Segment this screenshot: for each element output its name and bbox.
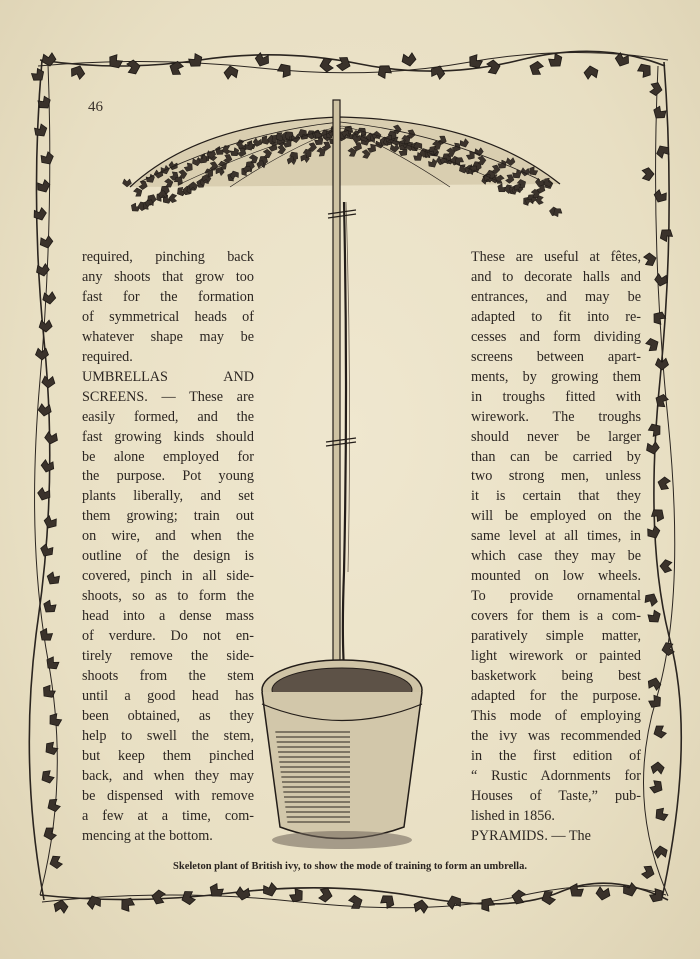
text-line: ments, by growing them (471, 368, 641, 385)
text-line: entrances, and may be (471, 288, 641, 305)
text-line: them growing; train out (82, 508, 254, 525)
text-line: This mode of employing (471, 707, 641, 724)
text-line: paratively simple matter, (471, 628, 641, 645)
text-line: SCREENS. — These are (82, 388, 254, 405)
text-line: but keep them pinched (82, 747, 254, 764)
text-line: of symmetrical heads of (82, 308, 254, 325)
text-line: until a good head has (82, 687, 254, 704)
text-line: tirely remove the side- (82, 648, 254, 665)
text-line: shoots from the stem (82, 668, 254, 685)
text-line: back, and when they may (82, 767, 254, 784)
right-text-column (471, 248, 641, 847)
text-line: outline of the design is (82, 548, 254, 565)
text-line: same level at all times, in (471, 528, 641, 545)
text-line: should never be larger (471, 428, 641, 445)
text-line: These are useful at fêtes, (471, 249, 641, 265)
text-line: fast for the formation (82, 288, 254, 305)
text-line: head into a dense mass (82, 608, 254, 625)
text-line: required, pinching back (82, 249, 254, 265)
text-line: shoots, so as to form the (82, 588, 254, 605)
text-line: be alone employed for (82, 448, 254, 465)
text-line: than can be carried by (471, 448, 641, 465)
text-line: required. (82, 348, 133, 365)
text-line: help to swell the stem, (82, 727, 254, 744)
left-text-column (82, 248, 254, 847)
flower-pot (262, 660, 422, 849)
text-line: easily formed, and the (82, 408, 254, 425)
text-line: plants liberally, and set (82, 488, 254, 505)
text-line: lished in 1856. (471, 807, 555, 824)
text-line: two strong men, unless (471, 468, 641, 485)
figure-caption: Skeleton plant of British ivy, to show the mode of training to form an umbrella. (173, 861, 527, 872)
text-line: whatever shape may be (82, 328, 254, 345)
text-line: cesses and form dividing (471, 328, 641, 345)
text-line: a few at a time, com- (82, 807, 254, 824)
text-line: adapted to fit into re- (471, 308, 641, 325)
text-line: the ivy was recommended (471, 727, 641, 744)
text-line: of verdure. Do not en- (82, 628, 254, 645)
text-line: will be employed on the (471, 508, 641, 525)
text-line: any shoots that grow too (82, 268, 254, 285)
text-line: it is certain that they (471, 488, 641, 505)
text-line: screens between apart- (471, 348, 641, 365)
text-line: covered, pinch in all side- (82, 568, 254, 585)
text-line: mounted on low wheels. (471, 568, 641, 585)
text-line: covers for them is a com- (471, 608, 641, 625)
text-line: light wirework or painted (471, 648, 641, 665)
text-line: which case they may be (471, 548, 641, 565)
text-line: the purpose. Pot young (82, 468, 254, 485)
text-line: wirework. The troughs (471, 408, 641, 425)
text-line: fast growing kinds should (82, 428, 254, 445)
text-line: in the first edition of (471, 747, 641, 764)
text-line: Houses of Taste,” pub- (471, 787, 641, 804)
text-line: adapted for the purpose. (471, 687, 641, 704)
text-line: PYRAMIDS. — The (471, 827, 591, 844)
ivy-stem (324, 100, 360, 692)
text-line: basketwork being best (471, 668, 641, 685)
text-line: To provide ornamental (471, 588, 641, 605)
page-number: 46 (88, 99, 103, 115)
text-line: “ Rustic Adornments for (471, 767, 641, 784)
text-line: be dispensed with remove (82, 787, 254, 804)
text-line: been obtained, as they (82, 707, 254, 724)
text-line: UMBRELLAS AND (82, 368, 254, 385)
text-line: mencing at the bottom. (82, 827, 213, 844)
text-line: in troughs fitted with (471, 388, 641, 405)
text-line: and to decorate halls and (471, 268, 641, 285)
text-line: on wire, and when the (82, 528, 254, 545)
